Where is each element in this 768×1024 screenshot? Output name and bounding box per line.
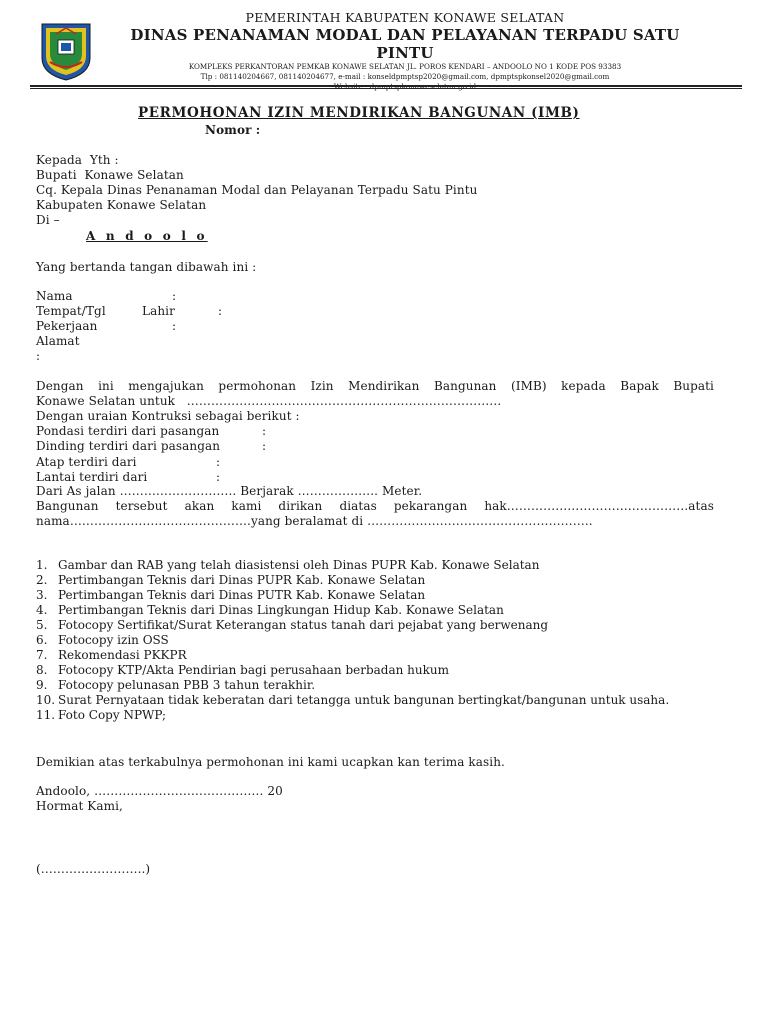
field-colon: : <box>36 349 41 363</box>
requirement-item <box>36 558 716 573</box>
requirement-item <box>36 648 716 663</box>
requirement-item <box>36 663 716 678</box>
requirement-item <box>36 588 716 603</box>
requirement-number: 7. <box>36 648 48 662</box>
construction-lantai: Lantai terdiri dari <box>36 470 148 484</box>
field-colon: : <box>216 470 221 484</box>
field-label-lahir: Lahir <box>142 304 175 318</box>
requirement-text: Gambar dan RAB yang telah diasistensi oleh Dinas PUPR Kab. Konawe Selatan <box>58 558 540 572</box>
requirement-number: 10. <box>36 693 56 707</box>
addressee-line: Cq. Kepala Dinas Penanaman Modal dan Pelayanan Terpadu Satu Pintu <box>36 183 478 197</box>
body-paragraph-line: Bangunan tersebut akan kami dirikan diatas pekarangan hak………………………………………atas <box>36 499 714 513</box>
field-colon: : <box>216 455 221 469</box>
requirement-number: 4. <box>36 603 48 617</box>
field-colon: : <box>218 304 223 318</box>
requirement-item <box>36 573 716 588</box>
requirement-text: Pertimbangan Teknis dari Dinas PUTR Kab. Konawe Selatan <box>58 588 426 602</box>
field-colon: : <box>172 319 177 333</box>
closing-thanks: Demikian atas terkabulnya permohonan ini kami ucapkan kan terima kasih. <box>36 755 505 769</box>
body-paragraph-line: Dengan ini mengajukan permohonan Izin Mendirikan Bangunan (IMB) kepada Bapak Bupati <box>36 379 714 393</box>
field-label-tempat: Tempat/Tgl <box>36 304 106 318</box>
requirement-number: 11. <box>36 708 56 722</box>
requirement-number: 3. <box>36 588 48 602</box>
addressee-line: Kabupaten Konawe Selatan <box>36 198 207 212</box>
field-colon: : <box>262 424 267 438</box>
body-paragraph-line: nama…………………..………………….yang beralamat di ……………………………………………….. <box>36 514 593 528</box>
requirement-text: Fotocopy KTP/Akta Pendirian bagi perusahaan berbadan hukum <box>58 663 450 677</box>
requirement-number: 8. <box>36 663 48 677</box>
body-paragraph-line: Konawe Selatan untuk …………………………………………………………………… <box>36 394 502 408</box>
closing-regards: Hormat Kami, <box>36 799 123 813</box>
requirement-text: Fotocopy Sertifikat/Surat Keterangan status tanah dari pejabat yang berwenang <box>58 618 549 632</box>
requirement-text: Surat Pernyataan tidak keberatan dari tetangga untuk bangunan bertingkat/bangunan untuk usaha. <box>58 693 670 707</box>
construction-intro: Dengan uraian Kontruksi sebagai berikut : <box>36 409 300 423</box>
addressee-line: Di – <box>36 213 60 227</box>
requirement-number: 1. <box>36 558 48 572</box>
letterhead-contact: Tlp : 081140204667, 081140204677, e-mail : konseldpmptsp2020@gmail.com, dpmptspkonsel2020@gmail.com <box>200 72 610 81</box>
intro-text: Yang bertanda tangan dibawah ini : <box>36 260 257 274</box>
addressee-city: A n d o o l o <box>86 229 208 243</box>
requirement-text: Foto Copy NPWP; <box>58 708 167 722</box>
requirements-list <box>36 558 716 723</box>
requirement-text: Fotocopy pelunasan PBB 3 tahun terakhir. <box>58 678 316 692</box>
addressee-line: Bupati Konawe Selatan <box>36 168 184 182</box>
requirement-number: 6. <box>36 633 48 647</box>
field-label-nama: Nama <box>36 289 73 303</box>
requirement-number: 9. <box>36 678 48 692</box>
document-title: PERMOHONAN IZIN MENDIRIKAN BANGUNAN (IMB) <box>138 105 580 121</box>
addressee-line: Kepada Yth : <box>36 153 119 167</box>
document-number-label: Nomor : <box>205 123 261 137</box>
regency-emblem-icon <box>36 18 96 82</box>
letterhead <box>0 10 768 82</box>
requirement-item <box>36 618 716 633</box>
requirement-number: 2. <box>36 573 48 587</box>
field-colon: : <box>172 289 177 303</box>
letterhead-website <box>100 82 710 92</box>
requirement-text: Pertimbangan Teknis dari Dinas PUPR Kab. Konawe Selatan <box>58 573 426 587</box>
requirement-item <box>36 693 716 708</box>
construction-dinding: Dinding terdiri dari pasangan <box>36 439 221 453</box>
closing-place-date: Andoolo, …………………………………… 20 <box>36 784 283 798</box>
field-label-pekerjaan: Pekerjaan <box>36 319 98 333</box>
field-label-alamat: Alamat <box>36 334 80 348</box>
requirement-item <box>36 603 716 618</box>
signature-placeholder: (……………………..) <box>36 862 151 876</box>
construction-pondasi: Pondasi terdiri dari pasangan <box>36 424 220 438</box>
requirement-number: 5. <box>36 618 48 632</box>
construction-distance: Dari As jalan ……………………….. Berjarak ……………….. Meter. <box>36 484 423 498</box>
letterhead-divider-thin <box>30 88 742 89</box>
requirement-text: Pertimbangan Teknis dari Dinas Lingkungan Hidup Kab. Konawe Selatan <box>58 603 504 617</box>
requirement-item <box>36 708 716 723</box>
construction-atap: Atap terdiri dari <box>36 455 137 469</box>
letterhead-government: PEMERINTAH KABUPATEN KONAWE SELATAN <box>245 10 565 25</box>
letterhead-agency: DINAS PENANAMAN MODAL DAN PELAYANAN TERPADU SATU PINTU <box>130 26 680 62</box>
requirement-text: Fotocopy izin OSS <box>58 633 169 647</box>
requirement-item <box>36 633 716 648</box>
requirement-item <box>36 678 716 693</box>
requirement-text: Rekomendasi PKKPR <box>58 648 187 662</box>
letterhead-divider <box>30 85 742 87</box>
letterhead-address: KOMPLEKS PERKANTORAN PEMKAB KONAWE SELATAN JL. POROS KENDARI – ANDOOLO NO 1 KODE POS 93383 <box>188 62 622 71</box>
field-colon: : <box>262 439 267 453</box>
